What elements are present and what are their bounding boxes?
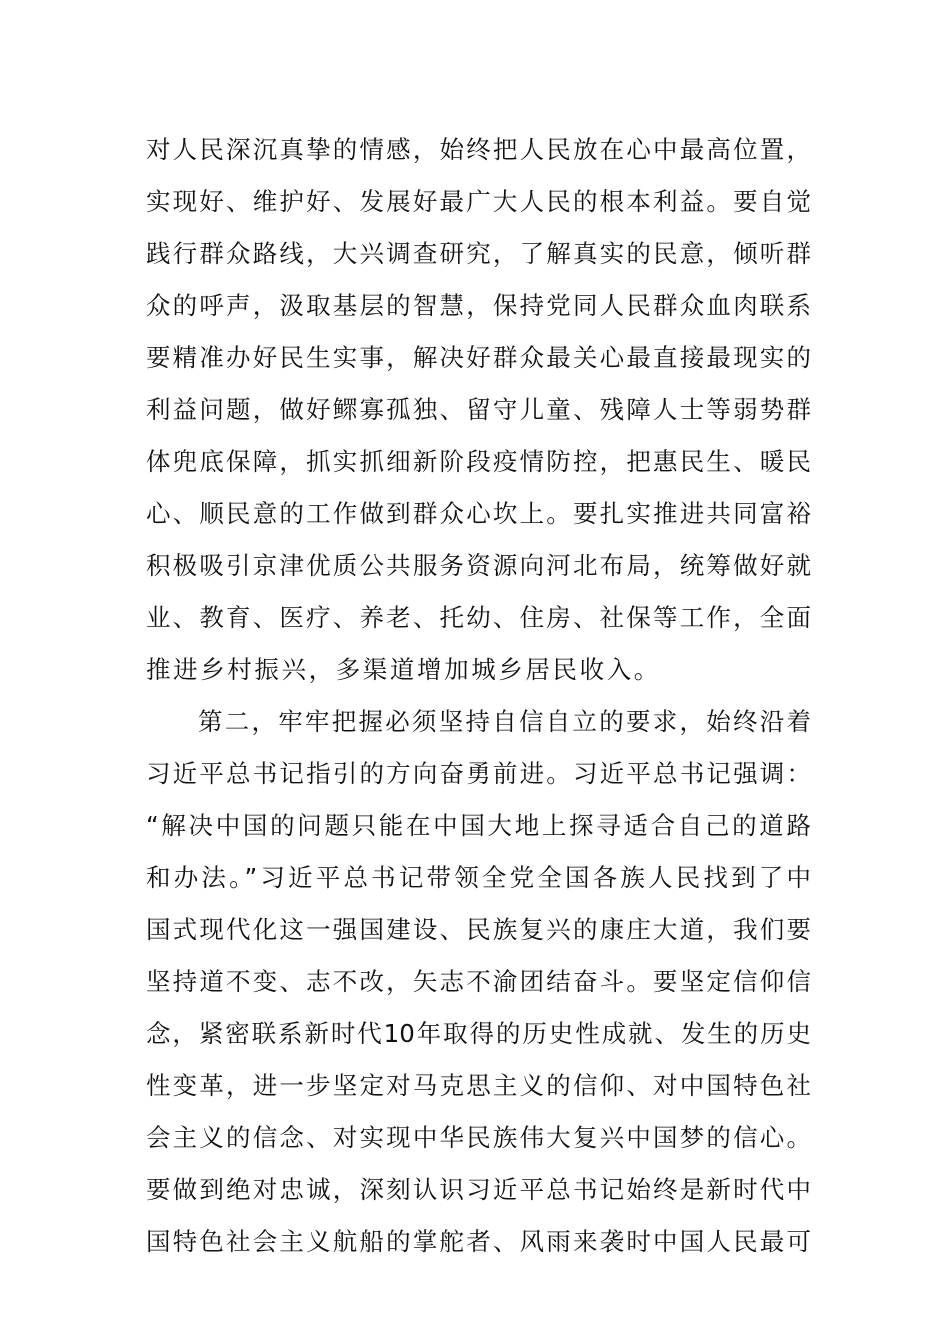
text-line: 众的呼声，汲取基层的智慧，保持党同人民群众血肉联系 — [146, 291, 811, 320]
text-line: 性变革，进一步坚定对马克思主义的信仰、对中国特色社 — [146, 1071, 811, 1100]
text-line: 要做到绝对忠诚，深刻认识习近平总书记始终是新时代中 — [146, 1175, 811, 1204]
text-line: “解决中国的问题只能在中国大地上探寻适合自己的道路 — [146, 811, 811, 840]
text-line: 国特色社会主义航船的掌舵者、风雨来袭时中国人民最可 — [146, 1227, 811, 1256]
text-line: 国式现代化这一强国建设、民族复兴的康庄大道，我们要 — [146, 915, 811, 944]
text-line: 利益问题，做好鳏寡孤独、留守儿童、残障人士等弱势群 — [146, 395, 811, 424]
text-line: 对人民深沉真挚的情感，始终把人民放在心中最高位置， — [146, 135, 811, 164]
paragraph-start-line: 第二，牢牢把握必须坚持自信自立的要求，始终沿着 — [198, 707, 811, 736]
paragraph-end-line: 推进乡村振兴，多渠道增加城乡居民收入。 — [146, 655, 661, 684]
text-line: 坚持道不变、志不改，矢志不渝团结奋斗。要坚定信仰信 — [146, 967, 811, 996]
text-line: 心、顺民意的工作做到群众心坎上。要扎实推进共同富裕 — [146, 499, 811, 528]
text-line: 要精准办好民生实事，解决好群众最关心最直接最现实的 — [146, 343, 811, 372]
text-line: 习近平总书记指引的方向奋勇前进。习近平总书记强调： — [146, 759, 811, 788]
text-line: 念，紧密联系新时代10年取得的历史性成就、发生的历史 — [146, 1019, 811, 1048]
text-line: 实现好、维护好、发展好最广大人民的根本利益。要自觉 — [146, 187, 811, 216]
text-line: 和办法。”习近平总书记带领全党全国各族人民找到了中 — [146, 863, 811, 892]
text-line: 积极吸引京津优质公共服务资源向河北布局，统筹做好就 — [146, 551, 811, 580]
text-line: 体兜底保障，抓实抓细新阶段疫情防控，把惠民生、暖民 — [146, 447, 811, 476]
text-line: 业、教育、医疗、养老、托幼、住房、社保等工作，全面 — [146, 603, 811, 632]
text-line: 践行群众路线，大兴调查研究，了解真实的民意，倾听群 — [146, 239, 811, 268]
body-text — [146, 124, 811, 1268]
text-line: 会主义的信念、对实现中华民族伟大复兴中国梦的信心。 — [146, 1123, 811, 1152]
